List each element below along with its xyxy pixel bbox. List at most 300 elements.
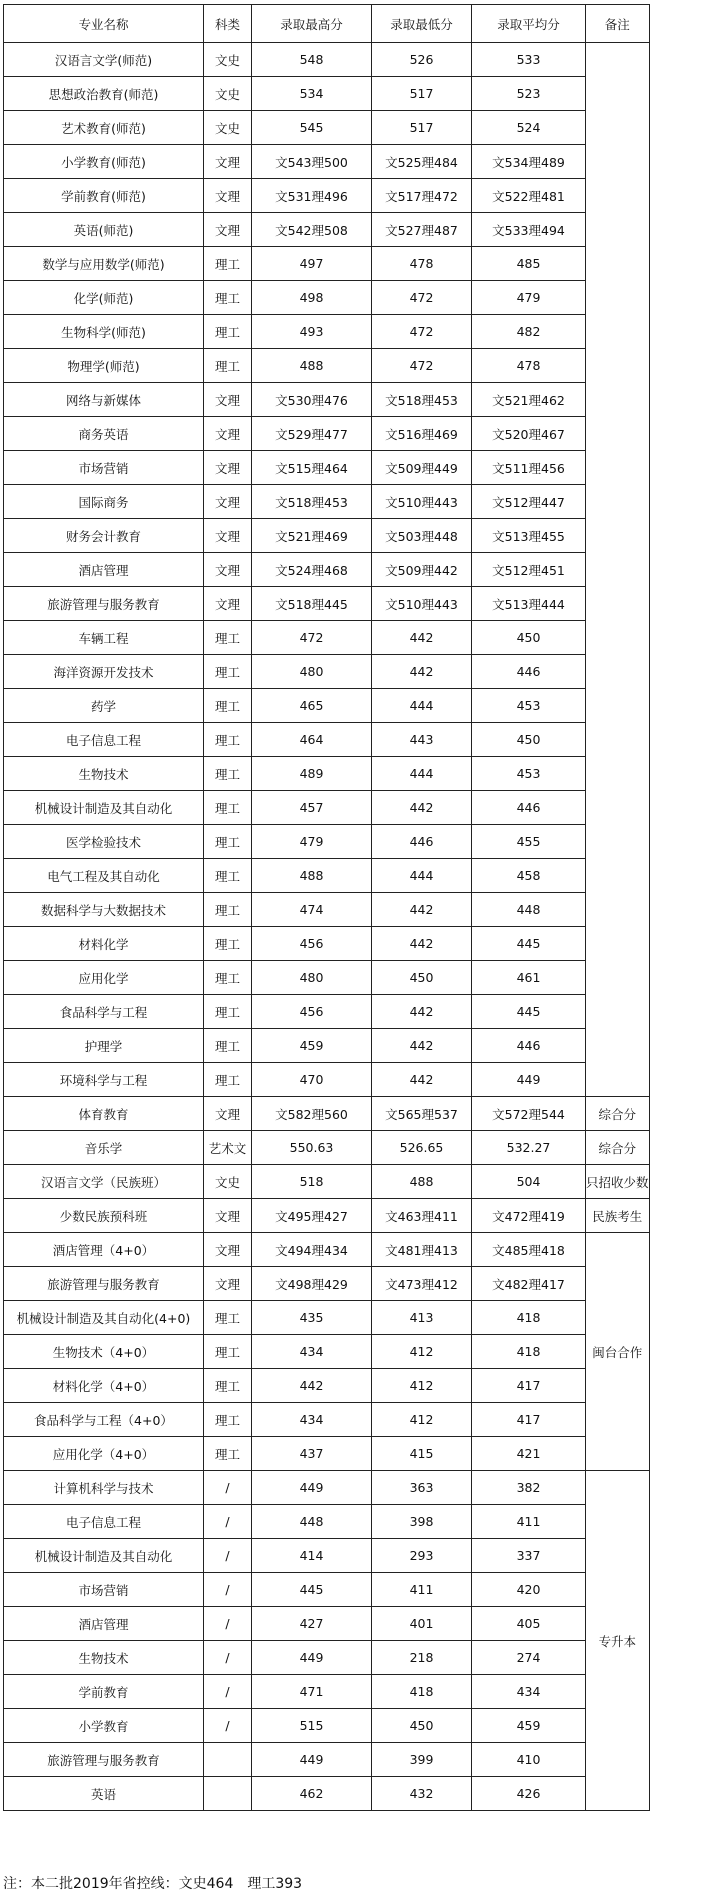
category: 理工 [204,247,252,281]
major-name: 酒店管理 [4,1607,204,1641]
min-score: 442 [372,1029,472,1063]
table-row [4,1199,650,1233]
major-name: 电气工程及其自动化 [4,859,204,893]
major-name: 生物技术 [4,757,204,791]
table-row [4,1641,650,1675]
min-score: 412 [372,1335,472,1369]
max-score: 471 [252,1675,372,1709]
max-score: 文494理434 [252,1233,372,1267]
table-row [4,1233,650,1267]
footnote: 注：本二批2019年省控线：文史464 理工393 [3,1876,303,1892]
avg-score: 417 [472,1403,586,1437]
category: 理工 [204,791,252,825]
category: 文理 [204,587,252,621]
table-row [4,859,650,893]
min-score: 文473理412 [372,1267,472,1301]
category: / [204,1709,252,1743]
category: / [204,1641,252,1675]
avg-score: 450 [472,723,586,757]
min-score: 399 [372,1743,472,1777]
min-score: 文503理448 [372,519,472,553]
table-row [4,1267,650,1301]
major-name: 旅游管理与服务教育 [4,1743,204,1777]
avg-score: 421 [472,1437,586,1471]
major-name: 生物技术 [4,1641,204,1675]
category: / [204,1675,252,1709]
table-row [4,1131,650,1165]
category: 文理 [204,1199,252,1233]
major-name: 环境科学与工程 [4,1063,204,1097]
major-name: 市场营销 [4,451,204,485]
table-row [4,995,650,1029]
avg-score: 文512理447 [472,485,586,519]
table-row [4,485,650,519]
major-name: 化学(师范) [4,281,204,315]
table-row [4,825,650,859]
avg-score: 461 [472,961,586,995]
min-score: 398 [372,1505,472,1539]
max-score: 文542理508 [252,213,372,247]
table-row [4,1403,650,1437]
major-name: 机械设计制造及其自动化 [4,1539,204,1573]
major-name: 市场营销 [4,1573,204,1607]
avg-score: 文512理451 [472,553,586,587]
table-row [4,1063,650,1097]
min-score: 418 [372,1675,472,1709]
avg-score: 445 [472,927,586,961]
table-row [4,1335,650,1369]
max-score: 文531理496 [252,179,372,213]
table-row [4,281,650,315]
category: 文理 [204,383,252,417]
min-score: 442 [372,995,472,1029]
major-name: 机械设计制造及其自动化 [4,791,204,825]
avg-score: 文521理462 [472,383,586,417]
header-cell: 录取最低分 [372,5,472,43]
table-row [4,451,650,485]
category: 文史 [204,111,252,145]
table-row [4,247,650,281]
category: 理工 [204,1301,252,1335]
max-score: 文498理429 [252,1267,372,1301]
min-score: 411 [372,1573,472,1607]
category: 文理 [204,1267,252,1301]
major-name: 医学检验技术 [4,825,204,859]
major-name: 英语(师范) [4,213,204,247]
major-name: 酒店管理 [4,553,204,587]
min-score: 478 [372,247,472,281]
major-name: 数据科学与大数据技术 [4,893,204,927]
major-name: 电子信息工程 [4,723,204,757]
category: 理工 [204,1403,252,1437]
remark: 综合分 [586,1097,650,1131]
max-score: 548 [252,43,372,77]
min-score: 文510理443 [372,485,472,519]
header-cell: 科类 [204,5,252,43]
min-score: 218 [372,1641,472,1675]
min-score: 415 [372,1437,472,1471]
category: 文理 [204,213,252,247]
max-score: 493 [252,315,372,349]
header-cell: 录取最高分 [252,5,372,43]
major-name: 食品科学与工程（4+0） [4,1403,204,1437]
category: / [204,1573,252,1607]
avg-score: 417 [472,1369,586,1403]
table-row [4,145,650,179]
category: 文理 [204,1097,252,1131]
remark: 民族考生 [586,1199,650,1233]
table-row [4,1777,650,1811]
avg-score: 455 [472,825,586,859]
max-score: 518 [252,1165,372,1199]
avg-score: 532.27 [472,1131,586,1165]
major-name: 小学教育 [4,1709,204,1743]
major-name: 生物技术（4+0） [4,1335,204,1369]
major-name: 护理学 [4,1029,204,1063]
remark: 只招收少数 [586,1165,650,1199]
min-score: 446 [372,825,472,859]
min-score: 文481理413 [372,1233,472,1267]
category: 理工 [204,1335,252,1369]
major-name: 财务会计教育 [4,519,204,553]
category [204,1777,252,1811]
avg-score: 504 [472,1165,586,1199]
min-score: 442 [372,927,472,961]
major-name: 生物科学(师范) [4,315,204,349]
major-name: 食品科学与工程 [4,995,204,1029]
min-score: 文518理453 [372,383,472,417]
min-score: 517 [372,111,472,145]
category: 理工 [204,655,252,689]
max-score: 文524理468 [252,553,372,587]
table-row [4,961,650,995]
max-score: 470 [252,1063,372,1097]
category [204,1743,252,1777]
major-name: 英语 [4,1777,204,1811]
table-row [4,587,650,621]
max-score: 480 [252,655,372,689]
major-name: 物理学(师范) [4,349,204,383]
max-score: 427 [252,1607,372,1641]
max-score: 448 [252,1505,372,1539]
min-score: 442 [372,621,472,655]
category: 理工 [204,723,252,757]
header-cell: 专业名称 [4,5,204,43]
max-score: 545 [252,111,372,145]
avg-score: 434 [472,1675,586,1709]
category: 文理 [204,145,252,179]
avg-score: 459 [472,1709,586,1743]
category: 文理 [204,519,252,553]
max-score: 文521理469 [252,519,372,553]
avg-score: 文485理418 [472,1233,586,1267]
table-row [4,315,650,349]
max-score: 497 [252,247,372,281]
table-row [4,1607,650,1641]
min-score: 文509理449 [372,451,472,485]
max-score: 488 [252,349,372,383]
avg-score: 文520理467 [472,417,586,451]
max-score: 437 [252,1437,372,1471]
table-row [4,621,650,655]
avg-score: 446 [472,655,586,689]
min-score: 文516理469 [372,417,472,451]
avg-score: 文472理419 [472,1199,586,1233]
max-score: 414 [252,1539,372,1573]
max-score: 434 [252,1335,372,1369]
avg-score: 文522理481 [472,179,586,213]
table-row [4,349,650,383]
category: 理工 [204,859,252,893]
major-name: 网络与新媒体 [4,383,204,417]
table-row [4,1301,650,1335]
major-name: 体育教育 [4,1097,204,1131]
table-row [4,757,650,791]
avg-score: 文572理544 [472,1097,586,1131]
max-score: 442 [252,1369,372,1403]
category: 理工 [204,1369,252,1403]
table-row [4,213,650,247]
category: 理工 [204,281,252,315]
min-score: 488 [372,1165,472,1199]
table-row [4,1505,650,1539]
avg-score: 382 [472,1471,586,1505]
max-score: 449 [252,1743,372,1777]
max-score: 464 [252,723,372,757]
table-row [4,1471,650,1505]
major-name: 学前教育(师范) [4,179,204,213]
category: 文理 [204,553,252,587]
max-score: 文543理500 [252,145,372,179]
max-score: 498 [252,281,372,315]
table-row [4,383,650,417]
category: 文理 [204,485,252,519]
header-cell: 录取平均分 [472,5,586,43]
avg-score: 449 [472,1063,586,1097]
avg-score: 482 [472,315,586,349]
avg-score: 485 [472,247,586,281]
category: / [204,1505,252,1539]
major-name: 海洋资源开发技术 [4,655,204,689]
table-row [4,1097,650,1131]
avg-score: 410 [472,1743,586,1777]
avg-score: 文513理444 [472,587,586,621]
max-score: 489 [252,757,372,791]
table-row [4,77,650,111]
remark: 闽台合作 [586,1233,650,1471]
category: 文理 [204,179,252,213]
avg-score: 文511理456 [472,451,586,485]
avg-score: 448 [472,893,586,927]
category: 理工 [204,825,252,859]
max-score: 445 [252,1573,372,1607]
min-score: 472 [372,281,472,315]
avg-score: 533 [472,43,586,77]
min-score: 517 [372,77,472,111]
table-row [4,1743,650,1777]
table-row [4,519,650,553]
min-score: 文525理484 [372,145,472,179]
category: / [204,1471,252,1505]
header-row [4,5,650,43]
min-score: 412 [372,1403,472,1437]
max-score: 488 [252,859,372,893]
category: 理工 [204,893,252,927]
major-name: 国际商务 [4,485,204,519]
max-score: 449 [252,1471,372,1505]
min-score: 442 [372,655,472,689]
avg-score: 337 [472,1539,586,1573]
max-score: 534 [252,77,372,111]
max-score: 文495理427 [252,1199,372,1233]
table-row [4,893,650,927]
min-score: 文510理443 [372,587,472,621]
table-row [4,179,650,213]
category: 理工 [204,995,252,1029]
min-score: 472 [372,315,472,349]
avg-score: 453 [472,757,586,791]
table-row [4,553,650,587]
avg-score: 523 [472,77,586,111]
max-score: 550.63 [252,1131,372,1165]
max-score: 文518理453 [252,485,372,519]
avg-score: 文513理455 [472,519,586,553]
avg-score: 458 [472,859,586,893]
min-score: 401 [372,1607,472,1641]
score-table [3,4,650,1811]
category: 理工 [204,1437,252,1471]
avg-score: 420 [472,1573,586,1607]
avg-score: 文533理494 [472,213,586,247]
table-row [4,655,650,689]
major-name: 应用化学（4+0） [4,1437,204,1471]
table-row [4,1369,650,1403]
max-score: 465 [252,689,372,723]
min-score: 526.65 [372,1131,472,1165]
table-row [4,689,650,723]
max-score: 文529理477 [252,417,372,451]
avg-score: 453 [472,689,586,723]
category: 理工 [204,349,252,383]
max-score: 449 [252,1641,372,1675]
category: 理工 [204,1029,252,1063]
max-score: 456 [252,927,372,961]
category: 文史 [204,77,252,111]
category: 理工 [204,927,252,961]
max-score: 459 [252,1029,372,1063]
avg-score: 445 [472,995,586,1029]
major-name: 学前教育 [4,1675,204,1709]
max-score: 515 [252,1709,372,1743]
remark [586,43,650,1097]
header-cell: 备注 [586,5,650,43]
category: / [204,1607,252,1641]
max-score: 474 [252,893,372,927]
avg-score: 479 [472,281,586,315]
major-name: 数学与应用数学(师范) [4,247,204,281]
max-score: 479 [252,825,372,859]
major-name: 旅游管理与服务教育 [4,587,204,621]
table-row [4,927,650,961]
min-score: 442 [372,791,472,825]
major-name: 音乐学 [4,1131,204,1165]
min-score: 442 [372,1063,472,1097]
max-score: 文515理464 [252,451,372,485]
major-name: 材料化学（4+0） [4,1369,204,1403]
table-row [4,791,650,825]
max-score: 435 [252,1301,372,1335]
min-score: 412 [372,1369,472,1403]
avg-score: 450 [472,621,586,655]
avg-score: 446 [472,791,586,825]
min-score: 472 [372,349,472,383]
major-name: 商务英语 [4,417,204,451]
table-row [4,1573,650,1607]
category: 文理 [204,451,252,485]
avg-score: 418 [472,1301,586,1335]
table-row [4,723,650,757]
category: 艺术文 [204,1131,252,1165]
category: 理工 [204,961,252,995]
avg-score: 418 [472,1335,586,1369]
min-score: 文517理472 [372,179,472,213]
major-name: 艺术教育(师范) [4,111,204,145]
category: 理工 [204,621,252,655]
max-score: 472 [252,621,372,655]
min-score: 文463理411 [372,1199,472,1233]
category: 文史 [204,43,252,77]
min-score: 293 [372,1539,472,1573]
major-name: 车辆工程 [4,621,204,655]
table-row [4,1709,650,1743]
category: 理工 [204,1063,252,1097]
min-score: 444 [372,757,472,791]
table-row [4,1165,650,1199]
avg-score: 426 [472,1777,586,1811]
avg-score: 274 [472,1641,586,1675]
table-row [4,1539,650,1573]
category: 理工 [204,315,252,349]
max-score: 文582理560 [252,1097,372,1131]
max-score: 434 [252,1403,372,1437]
max-score: 462 [252,1777,372,1811]
min-score: 526 [372,43,472,77]
major-name: 电子信息工程 [4,1505,204,1539]
major-name: 少数民族预科班 [4,1199,204,1233]
min-score: 文565理537 [372,1097,472,1131]
min-score: 363 [372,1471,472,1505]
max-score: 456 [252,995,372,1029]
major-name: 应用化学 [4,961,204,995]
major-name: 旅游管理与服务教育 [4,1267,204,1301]
avg-score: 文534理489 [472,145,586,179]
max-score: 480 [252,961,372,995]
max-score: 文518理445 [252,587,372,621]
min-score: 450 [372,1709,472,1743]
min-score: 文509理442 [372,553,472,587]
min-score: 432 [372,1777,472,1811]
remark: 专升本 [586,1471,650,1811]
category: 文史 [204,1165,252,1199]
major-name: 药学 [4,689,204,723]
major-name: 酒店管理（4+0） [4,1233,204,1267]
major-name: 汉语言文学（民族班） [4,1165,204,1199]
avg-score: 446 [472,1029,586,1063]
table-row [4,417,650,451]
min-score: 443 [372,723,472,757]
major-name: 小学教育(师范) [4,145,204,179]
major-name: 计算机科学与技术 [4,1471,204,1505]
